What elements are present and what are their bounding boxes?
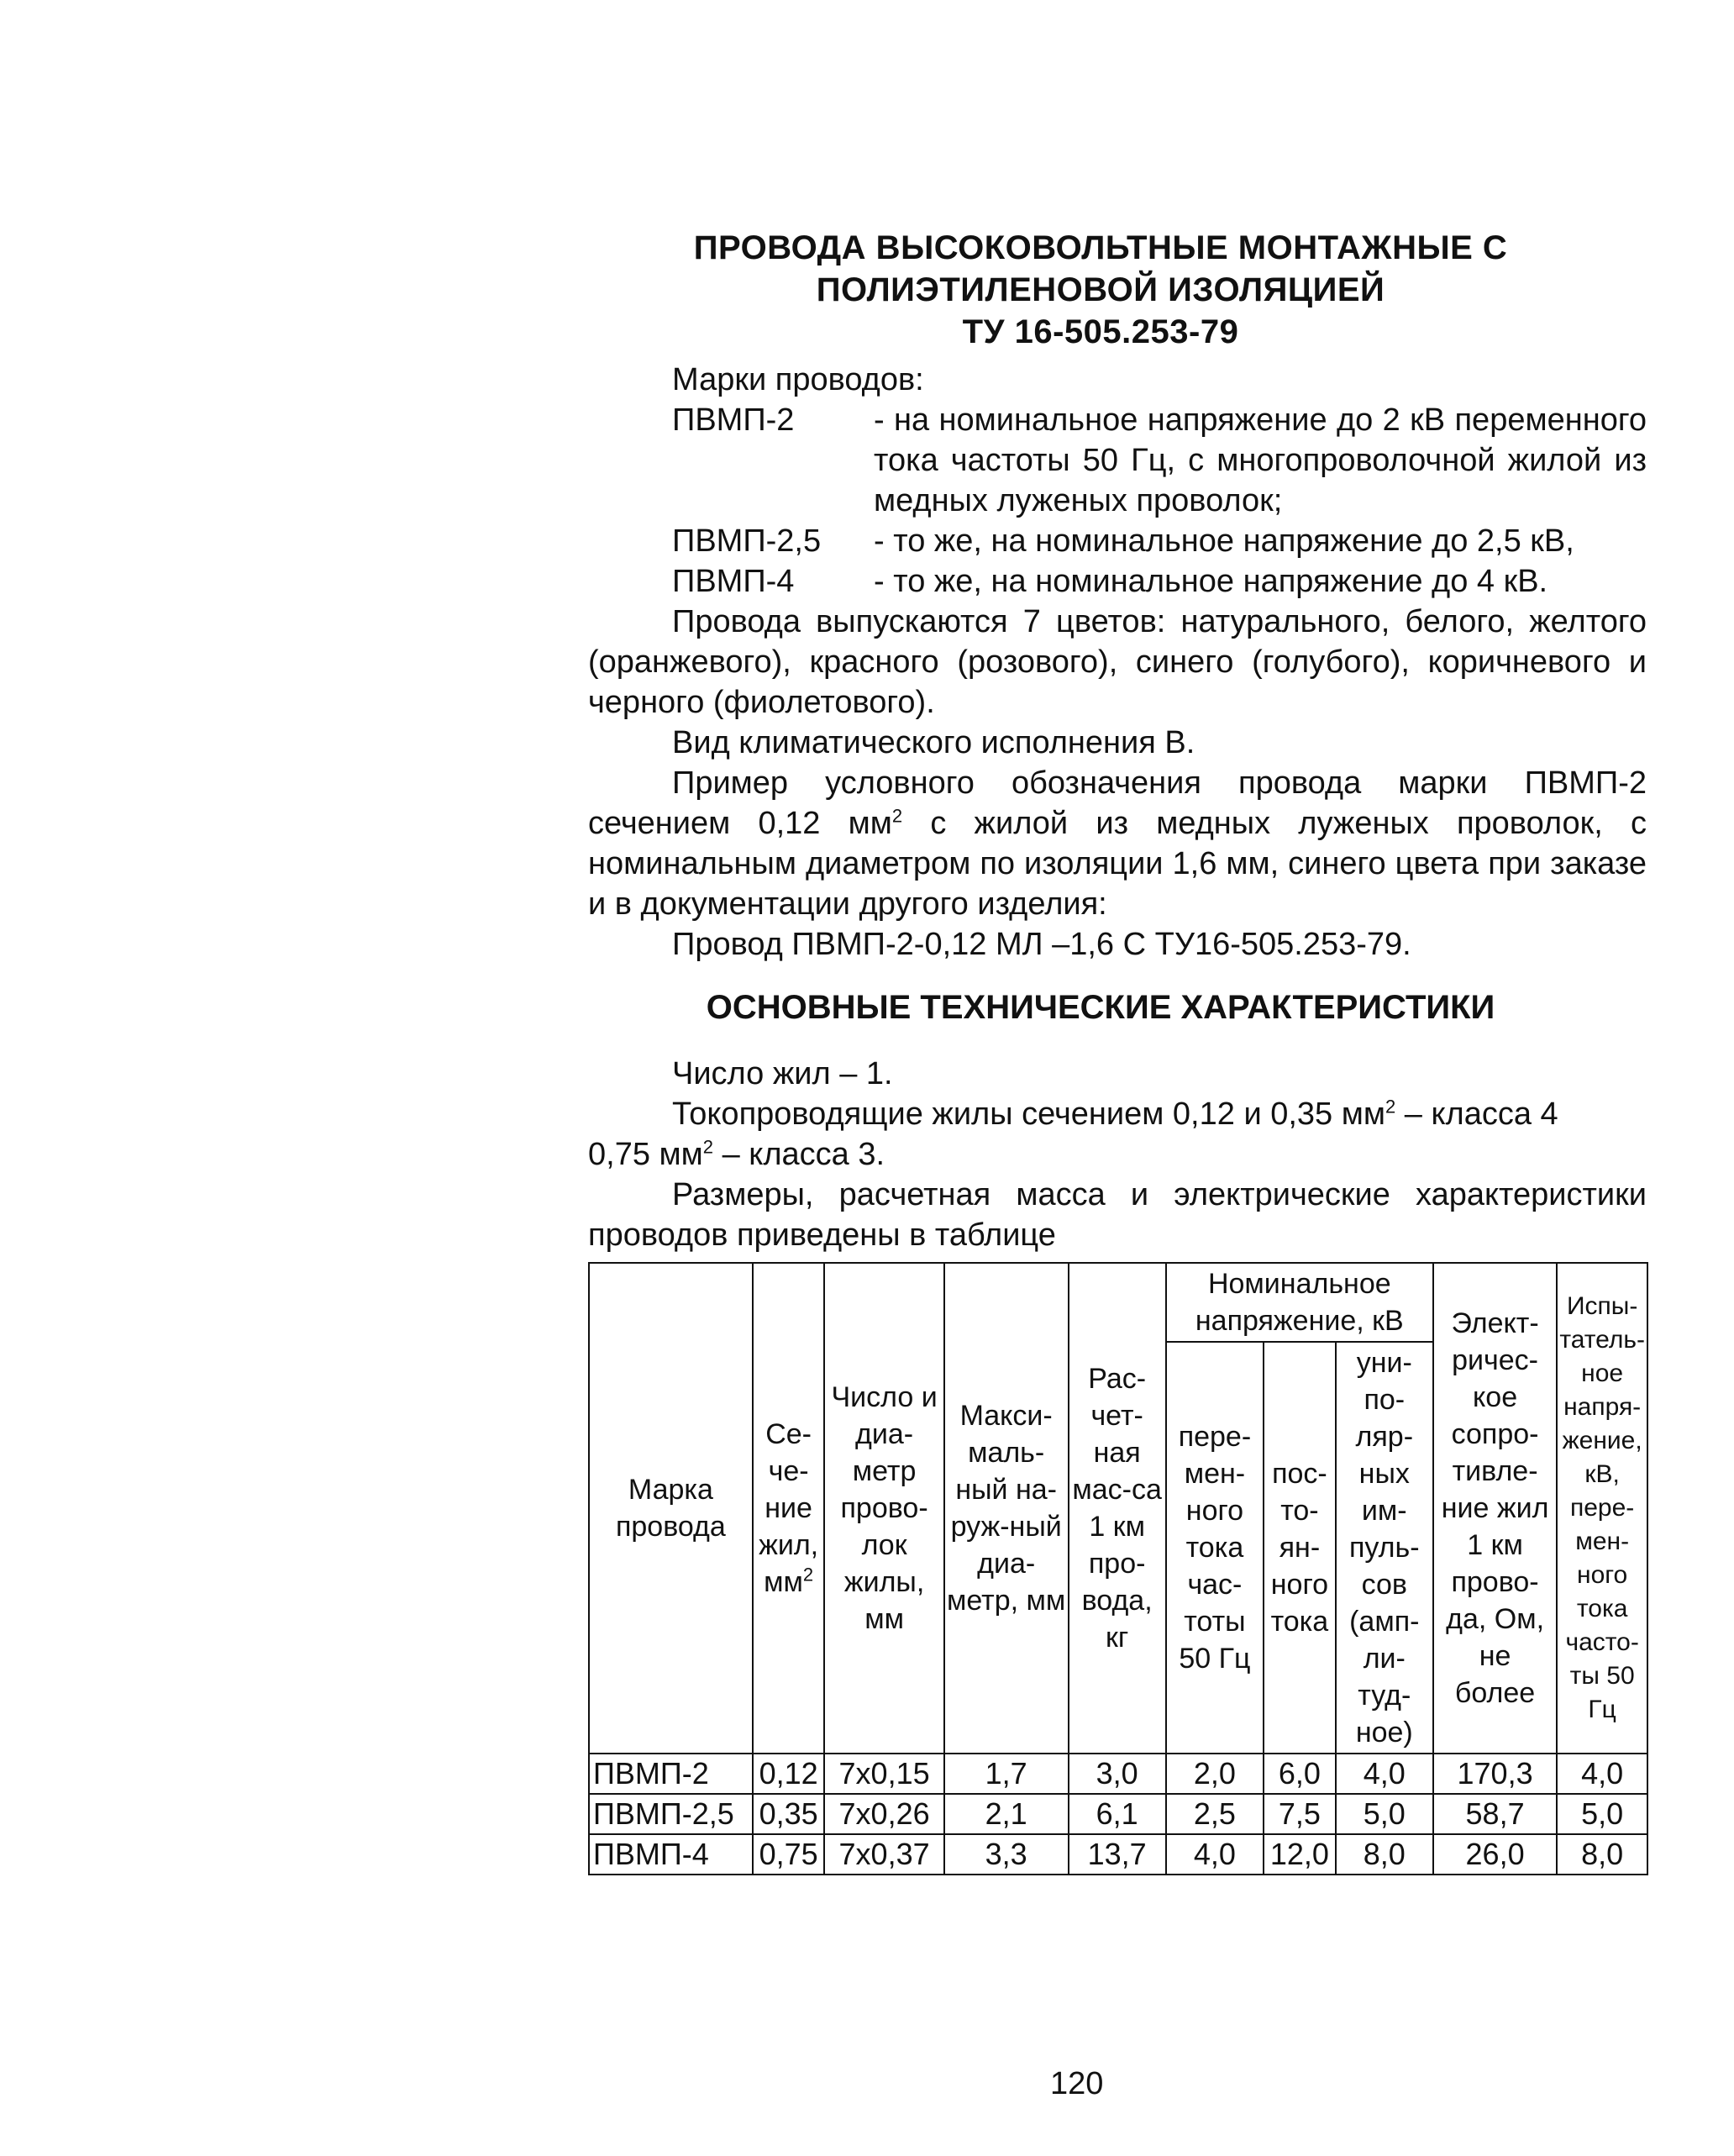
table-cell: 7х0,37 <box>824 1834 943 1875</box>
superscript: 2 <box>702 1136 714 1158</box>
mark-item <box>672 561 1647 602</box>
mark-name: ПВМП-2 <box>672 402 795 438</box>
example-text-b: с жилой из медных луженых проволок, с номинальным диаметром по изоляции 1,6 мм, синего цвета при заказе и в документации другого изделия: <box>588 806 1647 922</box>
title-line-2: ПОЛИЭТИЛЕНОВОЙ ИЗОЛЯЦИЕЙ <box>816 271 1385 308</box>
conductors-text-b: – класса 4 <box>1395 1096 1558 1132</box>
header-resistance: Элект-ричес-кое сопро-тивле-ние жил 1 км прово-да, Ом, не более <box>1433 1263 1557 1754</box>
designation-example: Провод ПВМП-2-0,12 МЛ –1,6 С ТУ16-505.253-79. <box>672 927 1411 962</box>
superscript: 2 <box>802 1564 814 1585</box>
table-cell: ПВМП-2,5 <box>589 1794 753 1834</box>
table-cell: 2,1 <box>944 1794 1069 1834</box>
mark-item <box>672 400 1647 521</box>
header-section-text: Се-че-ние жил, мм <box>759 1418 819 1598</box>
header-wires: Число и диа-метр прово-лок жилы, мм <box>824 1263 943 1754</box>
document-page <box>588 227 1647 1875</box>
table-intro: Размеры, расчетная масса и электрические характеристики проводов приведены в таблице <box>588 1177 1647 1253</box>
document-title <box>622 227 1579 353</box>
header-nominal-voltage: Номинальное напряжение, кВ <box>1166 1263 1433 1342</box>
table-cell: 3,3 <box>944 1834 1069 1875</box>
mark-desc: - на номинальное напряжение до 2 кВ переменного тока частоты 50 Гц, с многопроволочной жилой из медных луженых проволок; <box>874 402 1647 518</box>
cores-paragraph: Число жил – 1. <box>672 1056 893 1091</box>
table-cell: 7х0,26 <box>824 1794 943 1834</box>
table-cell: 7х0,15 <box>824 1754 943 1794</box>
superscript: 2 <box>891 805 903 827</box>
body-section-1 <box>588 360 1647 965</box>
mark-name: ПВМП-4 <box>672 564 795 599</box>
table-row <box>589 1754 1647 1794</box>
table-cell: 5,0 <box>1557 1794 1647 1834</box>
table-cell: 8,0 <box>1557 1834 1647 1875</box>
table-cell: 26,0 <box>1433 1834 1557 1875</box>
conductors-text-d: – класса 3. <box>713 1137 885 1172</box>
marks-heading: Марки проводов: <box>672 362 924 397</box>
mark-desc: - то же, на номинальное напряжение до 4 кВ. <box>874 564 1548 599</box>
climate-paragraph: Вид климатического исполнения В. <box>672 725 1195 760</box>
characteristics-table <box>588 1262 1648 1875</box>
table-cell: ПВМП-2 <box>589 1754 753 1794</box>
table-cell: ПВМП-4 <box>589 1834 753 1875</box>
example-text-a: Пример условного обозначения провода марки ПВМП-2 сечением 0,12 мм <box>588 765 1647 841</box>
conductors-text-a: Токопроводящие жилы сечением 0,12 и 0,35 мм <box>672 1096 1385 1132</box>
title-line-1: ПРОВОДА ВЫСОКОВОЛЬТНЫЕ МОНТАЖНЫЕ С <box>693 229 1508 266</box>
table-cell: 0,75 <box>753 1834 825 1875</box>
table-cell: 6,0 <box>1264 1754 1336 1794</box>
mark-item <box>672 521 1647 561</box>
header-unipolar-voltage: уни-по-ляр-ных им-пуль-сов (амп-ли-туд-ное) <box>1336 1342 1433 1754</box>
conductors-text-c: 0,75 мм <box>588 1137 703 1172</box>
table-cell: 6,1 <box>1069 1794 1166 1834</box>
table-cell: 1,7 <box>944 1754 1069 1794</box>
table-cell: 7,5 <box>1264 1794 1336 1834</box>
header-section <box>753 1263 825 1754</box>
table-cell: 4,0 <box>1166 1834 1264 1875</box>
section-heading: ОСНОВНЫЕ ТЕХНИЧЕСКИЕ ХАРАКТЕРИСТИКИ <box>706 989 1495 1026</box>
table-cell: 8,0 <box>1336 1834 1433 1875</box>
header-mass: Рас-чет-ная мас-са 1 км про-вода, кг <box>1069 1263 1166 1754</box>
table-cell: 2,0 <box>1166 1754 1264 1794</box>
table-cell: 0,12 <box>753 1754 825 1794</box>
page-number: 120 <box>1050 2066 1104 2101</box>
table-cell: 58,7 <box>1433 1794 1557 1834</box>
table-cell: 2,5 <box>1166 1794 1264 1834</box>
body-section-2 <box>588 1054 1647 1255</box>
header-dc-voltage: пос-то-ян-ного тока <box>1264 1342 1336 1754</box>
mark-desc: - то же, на номинальное напряжение до 2,5 кВ, <box>874 523 1574 559</box>
title-spec: ТУ 16-505.253-79 <box>962 313 1239 350</box>
superscript: 2 <box>1385 1096 1396 1117</box>
example-paragraph <box>588 763 1647 924</box>
table-row <box>589 1834 1647 1875</box>
table-cell: 13,7 <box>1069 1834 1166 1875</box>
table-cell: 3,0 <box>1069 1754 1166 1794</box>
header-outer-diameter: Макси-маль-ный на-руж-ный диа-метр, мм <box>944 1263 1069 1754</box>
header-test-voltage: Испы-татель-ное напря-жение, кВ, пере-мен-ного тока часто-ты 50 Гц <box>1557 1263 1647 1754</box>
conductors-paragraph <box>588 1094 1647 1134</box>
table-cell: 170,3 <box>1433 1754 1557 1794</box>
header-ac-voltage: пере-мен-ного тока час-тоты 50 Гц <box>1166 1342 1264 1754</box>
table-cell: 0,35 <box>753 1794 825 1834</box>
conductors-paragraph-cont <box>588 1134 1647 1175</box>
table-cell: 4,0 <box>1557 1754 1647 1794</box>
table-cell: 5,0 <box>1336 1794 1433 1834</box>
table-cell: 4,0 <box>1336 1754 1433 1794</box>
table-row <box>589 1794 1647 1834</box>
header-mark: Марка провода <box>589 1263 753 1754</box>
mark-name: ПВМП-2,5 <box>672 523 822 559</box>
colors-paragraph: Провода выпускаются 7 цветов: натурального, белого, желтого (оранжевого), красного (розового), синего (голубого), коричневого и черного (фиолетового). <box>588 604 1647 720</box>
table-cell: 12,0 <box>1264 1834 1336 1875</box>
